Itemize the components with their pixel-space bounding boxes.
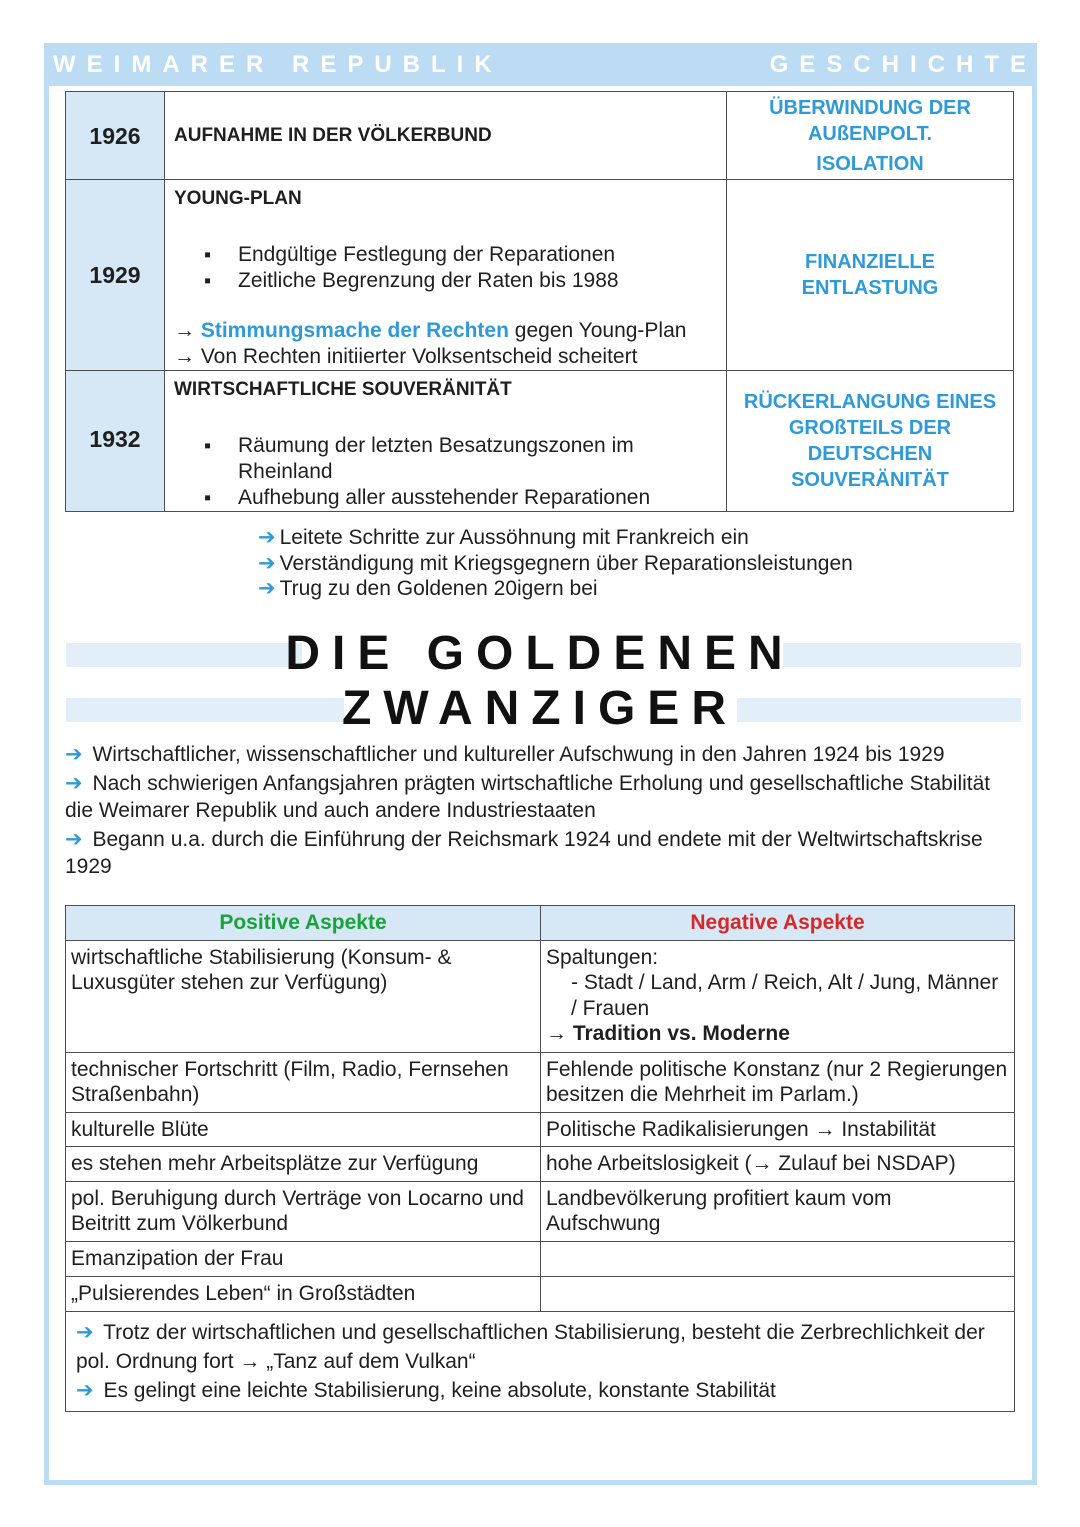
note-text: gegen Young-Plan [514,319,687,342]
arrow-right-icon: ➔ [65,828,83,851]
negative-cell [541,1276,1015,1311]
timeline-table [65,91,1014,512]
effect-line: ÜBERWINDUNG DER [769,96,971,119]
arrow-right-icon: ➔ [65,772,83,795]
arrow-right-icon: ➔ [76,1378,94,1402]
arrow-right-icon: → [174,319,195,342]
neg-detail: - Stadt / Land, Arm / Reich, Alt / Jung, Männer / Frauen [571,971,999,1020]
effect-line: SOUVERÄNITÄT [791,469,949,491]
bullet-item: ▪ Endgültige Festlegung der Reparationen [174,242,717,268]
event-bullets [174,242,717,294]
intro-item: ➔ Begann u.a. durch die Einführung der Reichsmark 1924 und endete mit der Weltwirtschaftskrise 1929 [65,828,983,878]
section-title-line2: ZWANZIGER [342,682,738,735]
table-row [66,1112,1015,1147]
effect-line: ENTLASTUNG [801,277,939,299]
timeline-event [165,92,727,180]
arrow-right-icon: ➔ [258,526,276,549]
intro-text [65,741,1015,882]
negative-cell: Politische Radikalisierungen → Instabilität [541,1112,1015,1147]
bullet-item: ▪ Zeitliche Begrenzung der Raten bis 1988 [174,268,717,294]
table-row [66,940,1015,1052]
neg-title: Spaltungen: [546,945,659,969]
negative-header: Negative Aspekte [541,906,1015,941]
conclusion-cell [66,1311,1015,1411]
arrow-right-icon: ➔ [76,1320,94,1344]
header-title-left: WEIMARER REPUBLIK [53,51,503,78]
conclusion-row [66,1311,1015,1411]
effect-line: DEUTSCHEN [807,443,933,465]
table-row [66,1052,1015,1112]
note-highlight: Stimmungsmache der Rechten [200,319,509,342]
effect-line: AUßENPOLT. [807,122,933,145]
arrow-right-icon: ➔ [258,551,276,575]
consequence-item: ➔ Verständigung mit Kriegsgegnern über Reparationsleistungen [258,551,853,575]
timeline-year: 1929 [66,180,165,371]
timeline-row-1929 [66,180,1014,371]
header-title-right: GESCHICHTE [769,51,1037,78]
table-row [66,1181,1015,1241]
positive-cell: pol. Beruhigung durch Verträge von Locarno und Beitritt zum Völkerbund [66,1181,541,1241]
negative-cell [541,1241,1015,1276]
effect-line: RÜCKERLANGUNG EINES [743,391,997,413]
timeline-row-1932 [66,371,1014,512]
effect-line: ISOLATION [816,152,924,175]
aspects-table [65,905,1015,1412]
timeline-effect [727,92,1014,180]
timeline-effect [727,371,1014,512]
neg-emphasis: → Tradition vs. Moderne [546,1022,790,1045]
negative-cell: hohe Arbeitslosigkeit (→ Zulauf bei NSDAP) [541,1147,1015,1182]
timeline-year: 1926 [66,92,165,180]
conclusion-item: ➔ Trotz der wirtschaftlichen und gesellschaftlichen Stabilisierung, besteht die Zerbrechlichkeit der pol. Ordnung fort → „Tanz auf dem Vulkan“ [76,1320,985,1373]
event-title: WIRTSCHAFTLICHE SOUVERÄNITÄT [174,379,512,400]
consequence-item: ➔ Leitete Schritte zur Aussöhnung mit Frankreich ein [258,526,749,549]
negative-cell [541,940,1015,1052]
bullet-item: ▪ Aufhebung aller ausstehender Reparationen [174,485,717,511]
positive-header: Positive Aspekte [66,906,541,941]
aspects-header-row [66,906,1015,941]
positive-cell: kulturelle Blüte [66,1112,541,1147]
positive-cell: technischer Fortschritt (Film, Radio, Fernsehen Straßenbahn) [66,1052,541,1112]
event-bullets [174,433,717,511]
positive-cell: wirtschaftliche Stabilisierung (Konsum- & Luxusgüter stehen zur Verfügung) [66,940,541,1052]
event-title: AUFNAHME IN DER VÖLKERBUND [174,125,492,146]
positive-cell: „Pulsierendes Leben“ in Großstädten [66,1276,541,1311]
arrow-right-icon: ➔ [258,577,276,600]
timeline-event [165,180,727,371]
effect-line: FINANZIELLE [805,251,935,273]
table-row [66,1276,1015,1311]
table-row [66,1241,1015,1276]
arrow-right-icon: ➔ [65,743,83,766]
consequence-list [258,525,853,602]
intro-item: ➔ Wirtschaftlicher, wissenschaftlicher und kultureller Aufschwung in den Jahren 1924 bis 1929 [65,743,945,766]
event-note: → Von Rechten initiierter Volksentscheid scheitert [174,345,638,368]
positive-cell: Emanzipation der Frau [66,1241,541,1276]
bullet-item: ▪ Räumung der letzten Besatzungszonen im Rheinland [174,433,717,485]
event-note [174,318,717,344]
timeline-row-1926 [66,92,1014,180]
conclusion-item: ➔ Es gelingt eine leichte Stabilisierung, keine absolute, konstante Stabilität [76,1378,776,1402]
effect-line: GROßTEILS DER [788,417,952,439]
negative-cell: Fehlende politische Konstanz (nur 2 Regierungen besitzen die Mehrheit im Parlam.) [541,1052,1015,1112]
intro-item: ➔ Nach schwierigen Anfangsjahren prägten wirtschaftliche Erholung und gesellschaftliche Stabilität die Weimarer Republik und auch andere Industriestaaten [65,772,991,822]
event-title: YOUNG-PLAN [174,188,302,209]
negative-cell: Landbevölkerung profitiert kaum vom Aufschwung [541,1181,1015,1241]
timeline-effect [727,180,1014,371]
timeline-year: 1932 [66,371,165,512]
table-row [66,1147,1015,1182]
section-title-line1: DIE GOLDENEN [285,627,795,680]
header-banner [44,43,1037,86]
positive-cell: es stehen mehr Arbeitsplätze zur Verfügung [66,1147,541,1182]
timeline-event [165,371,727,512]
consequence-item: ➔ Trug zu den Goldenen 20igern bei [258,577,598,600]
